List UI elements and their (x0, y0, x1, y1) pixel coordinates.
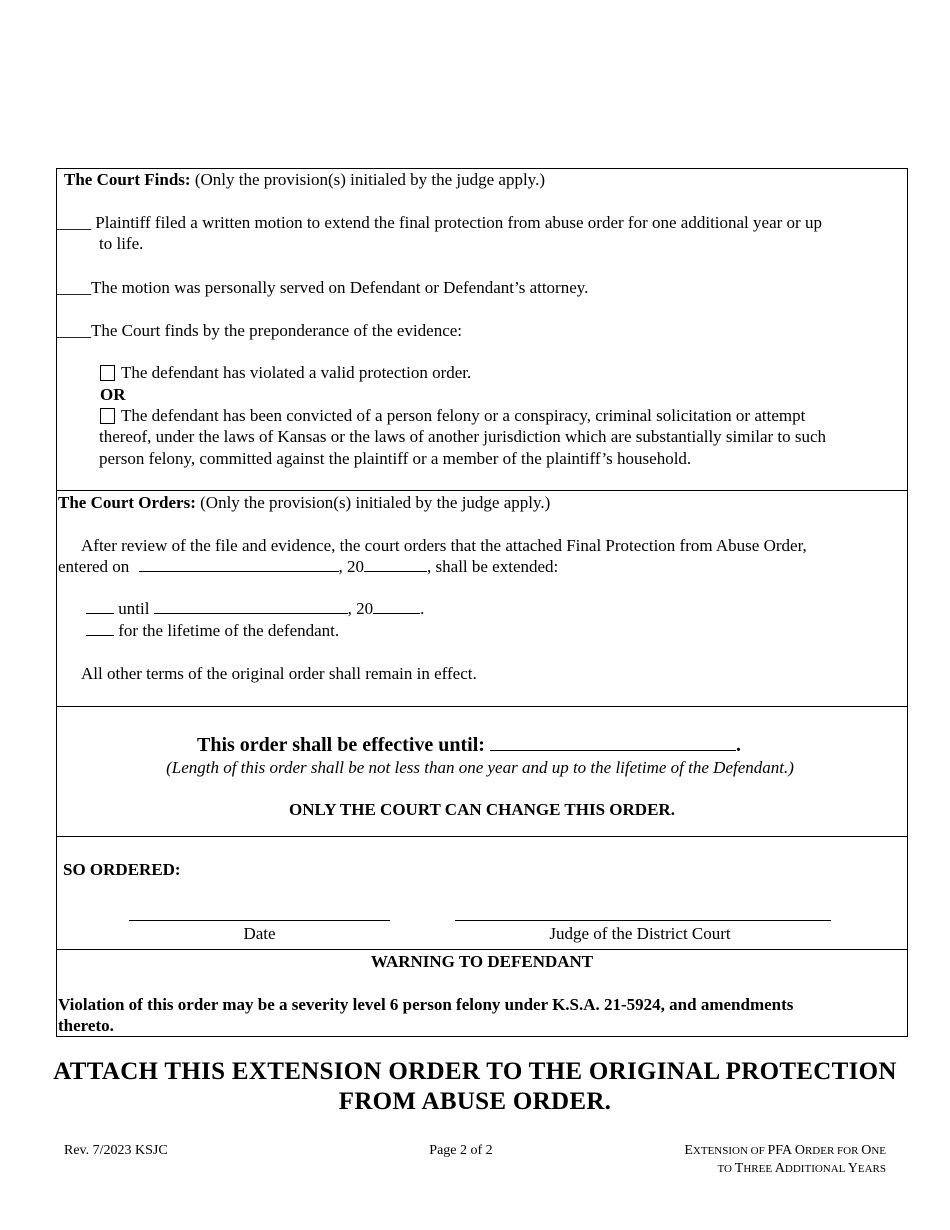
initial-blank-served[interactable]: ____ (57, 278, 91, 297)
footer-title-cap: O (861, 1143, 872, 1158)
footer-form-title-line2 (718, 1160, 886, 1178)
violated-checkbox[interactable] (100, 365, 115, 381)
warning-text-line2: thereto. (58, 1016, 114, 1035)
court-finds-heading: The Court Finds: (64, 170, 191, 189)
until-label: until (118, 599, 150, 618)
so-ordered-label: SO ORDERED: (63, 860, 181, 879)
finding-motion-line1 (57, 213, 822, 233)
effective-period: . (735, 734, 741, 756)
initial-blank-preponderance[interactable]: ____ (57, 321, 91, 340)
court-finds-heading-line (64, 170, 545, 190)
lifetime-initial-blank[interactable] (86, 621, 114, 636)
option-convicted-text1: The defendant has been convicted of a person felony or a conspiracy, criminal solicitation or attempt (121, 406, 806, 425)
initial-blank-motion[interactable]: ____ (57, 213, 91, 232)
option-convicted-line3: person felony, committed against the plaintiff or a member of the plaintiff’s household. (99, 449, 692, 468)
orders-entered-line (58, 557, 558, 577)
footer-title-small: HREE (743, 1163, 775, 1175)
court-orders-note: (Only the provision(s) initialed by the judge apply.) (195, 493, 551, 512)
footer-title-cap: E (684, 1143, 693, 1158)
lifetime-text: for the lifetime of the defendant. (118, 621, 340, 640)
length-note: (Length of this order shall be not less than one year and up to the lifetime of the Defendant.) (166, 758, 794, 777)
extended-suffix: , shall be extended: (427, 557, 559, 576)
court-order-form (56, 168, 908, 1037)
footer-title-cap: T (734, 1161, 744, 1176)
warning-heading: WARNING TO DEFENDANT (370, 952, 594, 971)
only-court-notice: ONLY THE COURT CAN CHANGE THIS ORDER. (289, 800, 675, 819)
finding-served-line (57, 278, 588, 298)
finding-preponderance-line (57, 321, 462, 341)
entered-year-prefix: , 20 (338, 557, 365, 576)
finding-motion-line2: to life. (99, 234, 144, 253)
attach-notice-line2: FROM ABUSE ORDER. (338, 1088, 612, 1115)
entered-year-field[interactable] (364, 557, 427, 572)
extend-until-line (86, 599, 424, 619)
or-label: OR (100, 385, 126, 404)
option-convicted-line1 (100, 406, 805, 426)
finding-motion-text: Plaintiff filed a written motion to extend the final protection from abuse order for one additional year or up (91, 213, 822, 232)
footer-title-small: TO (717, 1163, 735, 1175)
entered-on-label: entered on (58, 557, 130, 576)
footer-title-small: RDER FOR (804, 1145, 862, 1157)
attach-notice-line1: ATTACH THIS EXTENSION ORDER TO THE ORIGINAL PROTECTION (53, 1058, 897, 1085)
footer-title-cap: Y (847, 1161, 858, 1176)
footer-title-small: EARS (857, 1163, 886, 1175)
effective-until-date-field[interactable] (490, 733, 736, 751)
footer-title-cap: PFA O (767, 1143, 805, 1158)
option-convicted-line2: thereof, under the laws of Kansas or the laws of another jurisdiction which are substantially similar to such (99, 427, 827, 446)
lifetime-line (86, 621, 339, 641)
until-year-prefix: , 20 (347, 599, 374, 618)
footer-revision: Rev. 7/2023 KSJC (64, 1143, 168, 1158)
other-terms-text: All other terms of the original order shall remain in effect. (81, 664, 477, 683)
until-initial-blank[interactable] (86, 599, 114, 614)
date-label: Date (243, 924, 276, 943)
footer-title-cap: A (774, 1161, 785, 1176)
court-orders-heading-line (58, 493, 550, 513)
footer-form-title-line1 (684, 1142, 886, 1160)
finding-served-text: The motion was personally served on Defendant or Defendant’s attorney. (91, 278, 589, 297)
entered-on-date-field[interactable] (139, 557, 339, 572)
until-year-field[interactable] (373, 599, 420, 614)
court-finds-note: (Only the provision(s) initialed by the judge apply.) (190, 170, 545, 189)
orders-review-line: After review of the file and evidence, the court orders that the attached Final Protection from Abuse Order, (81, 536, 807, 555)
court-finds-section (57, 169, 907, 491)
until-date-field[interactable] (154, 599, 348, 614)
footer-page-number: Page 2 of 2 (429, 1143, 493, 1158)
judge-label: Judge of the District Court (549, 924, 731, 943)
court-orders-heading: The Court Orders: (58, 493, 196, 512)
effective-until-line (197, 733, 741, 757)
option-violated-text: The defendant has violated a valid protection order. (121, 363, 472, 382)
effective-section (57, 707, 907, 837)
footer-title-small: XTENSION OF (692, 1145, 768, 1157)
option-violated-line (100, 363, 471, 383)
judge-signature-line[interactable] (455, 920, 831, 921)
convicted-checkbox[interactable] (100, 408, 115, 424)
footer-title-small: DDITIONAL (784, 1163, 848, 1175)
date-signature-line[interactable] (129, 920, 390, 921)
warning-section (57, 950, 907, 1036)
so-ordered-section (57, 837, 907, 950)
effective-until-label: This order shall be effective until: (197, 734, 485, 756)
warning-text-line1: Violation of this order may be a severity level 6 person felony under K.S.A. 21-5924, and amendments (58, 995, 794, 1014)
court-orders-section (57, 491, 907, 707)
footer-title-small: NE (871, 1145, 886, 1157)
finding-preponderance-text: The Court finds by the preponderance of the evidence: (91, 321, 463, 340)
until-period: . (420, 599, 425, 618)
